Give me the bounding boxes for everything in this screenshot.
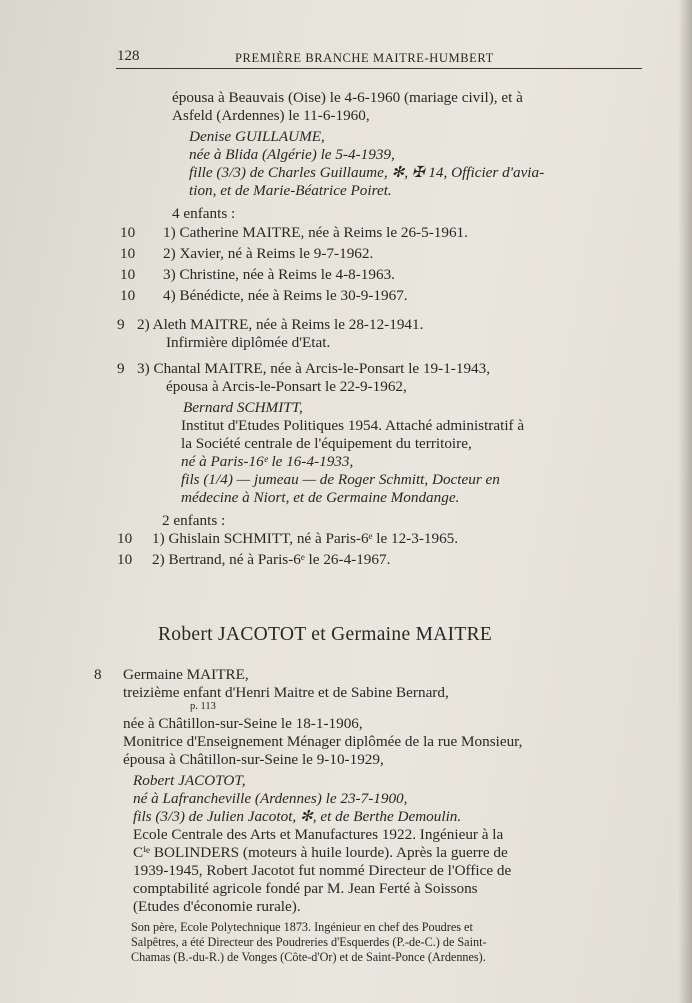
person-entry: 3) Chantal MAITRE, née à Arcis-le-Ponsart le 19-1-1943, [137, 360, 491, 377]
spouse-parents-2: médecine à Niort, et de Germaine Mondange. [181, 489, 460, 506]
child-entry: 2) Xavier, né à Reims le 9-7-1962. [163, 245, 374, 262]
spouse-name: Robert JACOTOT, [133, 772, 246, 789]
child-entry: 1) Catherine MAITRE, née à Reims le 26-5-1961. [163, 224, 468, 241]
spouse-birth: né à Paris-16ᵉ le 16-4-1933, [181, 453, 354, 470]
spouse-career-1: Ecole Centrale des Arts et Manufactures 1922. Ingénieur à la [133, 826, 504, 843]
person-entry: Germaine MAITRE, [123, 666, 249, 683]
person-detail: Monitrice d'Enseignement Ménager diplômée de la rue Monsieur, [123, 733, 523, 750]
footnote-line-3: Chamas (B.-du-R.) de Vonges (Côte-d'Or) et de Saint-Ponce (Ardennes). [131, 950, 486, 964]
generation-number: 10 [120, 266, 136, 283]
page-number: 128 [117, 48, 140, 64]
spouse-birth: né à Lafrancheville (Ardennes) le 23-7-1900, [133, 790, 408, 807]
marriage-line: épousa à Arcis-le-Ponsart le 22-9-1962, [166, 378, 407, 395]
person-entry: 2) Aleth MAITRE, née à Reims le 28-12-1941. [137, 316, 424, 333]
section-title: Robert JACOTOT et Germaine MAITRE [158, 624, 493, 645]
generation-number: 9 [117, 360, 125, 377]
generation-number: 10 [120, 287, 136, 304]
spouse-detail-2: la Société centrale de l'équipement du territoire, [181, 435, 472, 452]
spouse-name: Bernard SCHMITT, [183, 399, 303, 416]
generation-number: 9 [117, 316, 125, 333]
generation-number: 10 [120, 245, 136, 262]
generation-number: 10 [117, 551, 133, 568]
person-detail: Infirmière diplômée d'Etat. [166, 334, 331, 351]
page-reference: p. 113 [190, 701, 216, 712]
spouse-career-2: Cⁱᵉ BOLINDERS (moteurs à huile lourde). Après la guerre de [133, 844, 508, 861]
marriage-line-1: épousa à Beauvais (Oise) le 4-6-1960 (mariage civil), et à [172, 89, 523, 106]
child-entry: 3) Christine, née à Reims le 4-8-1963. [163, 266, 395, 283]
spouse-name: Denise GUILLAUME, [189, 128, 325, 145]
spouse-parents-1: fille (3/3) de Charles Guillaume, ✻, ✠ 14, Officier d'avia- [189, 164, 545, 181]
child-entry: 4) Bénédicte, née à Reims le 30-9-1967. [163, 287, 408, 304]
spouse-career-3: 1939-1945, Robert Jacotot fut nommé Directeur de l'Office de [133, 862, 512, 879]
marriage-line-2: Asfeld (Ardennes) le 11-6-1960, [172, 107, 370, 124]
children-count: 4 enfants : [172, 205, 236, 222]
footnote-line-2: Salpêtres, a été Directeur des Poudreries d'Esquerdes (P.-de-C.) de Saint- [131, 935, 487, 949]
footnote-line-1: Son père, Ecole Polytechnique 1873. Ingénieur en chef des Poudres et [131, 920, 473, 934]
generation-number: 10 [120, 224, 136, 241]
spouse-parents: fils (3/3) de Julien Jacotot, ✻, et de Berthe Demoulin. [133, 808, 462, 825]
child-entry: 1) Ghislain SCHMITT, né à Paris-6ᵉ le 12-3-1965. [152, 530, 459, 547]
spouse-parents-1: fils (1/4) — jumeau — de Roger Schmitt, Docteur en [181, 471, 500, 488]
header-rule [116, 68, 642, 69]
spouse-birth: née à Blida (Algérie) le 5-4-1939, [189, 146, 395, 163]
running-title: PREMIÈRE BRANCHE MAITRE-HUMBERT [235, 51, 494, 65]
spouse-detail-1: Institut d'Etudes Politiques 1954. Attaché administratif à [181, 417, 525, 434]
generation-number: 10 [117, 530, 133, 547]
children-count: 2 enfants : [162, 512, 226, 529]
spouse-parents-2: tion, et de Marie-Béatrice Poiret. [189, 182, 392, 199]
generation-number: 8 [94, 666, 102, 683]
person-parents: treizième enfant d'Henri Maitre et de Sabine Bernard, [123, 684, 449, 701]
person-birth: née à Châtillon-sur-Seine le 18-1-1906, [123, 715, 363, 732]
spouse-career-4: comptabilité agricole fondé par M. Jean Ferté à Soissons [133, 880, 478, 897]
spouse-career-5: (Etudes d'économie rurale). [133, 898, 301, 915]
page-edge-shadow [678, 0, 692, 1003]
marriage-line: épousa à Châtillon-sur-Seine le 9-10-1929, [123, 751, 384, 768]
child-entry: 2) Bertrand, né à Paris-6ᵉ le 26-4-1967. [152, 551, 391, 568]
